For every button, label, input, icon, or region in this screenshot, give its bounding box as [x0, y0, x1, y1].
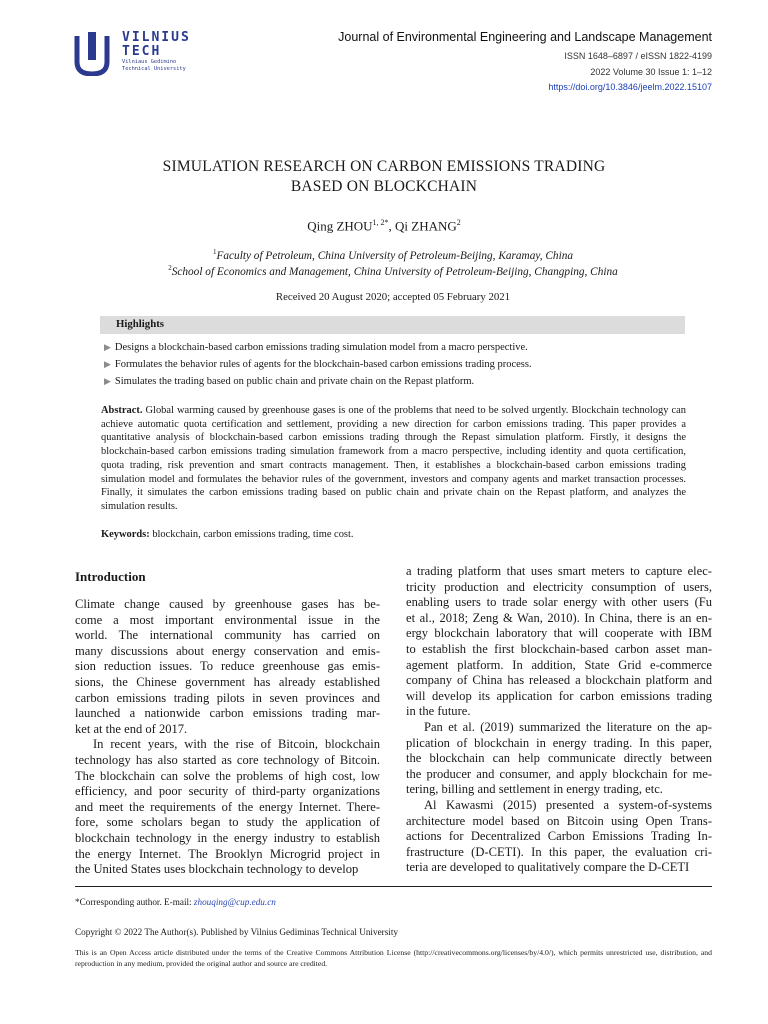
- volume-issue: 2022 Volume 30 Issue 1: 1–12: [590, 67, 712, 77]
- body-text-line: ergy blockchain laboratory that will cooperate with IBM: [406, 626, 712, 641]
- body-text-line: frastructure (D-CETI). In this paper, the evaluation cri-: [406, 844, 712, 859]
- logo-subtitle-line1: Vilniaus Gedimino: [122, 59, 177, 65]
- body-text-line: agement platform. In addition, State Grid e-commerce: [406, 657, 712, 672]
- body-text-line: enabling users to trade solar energy with other users (Fu: [406, 595, 712, 610]
- body-text-line: sions, the Chinese government has already established: [75, 674, 380, 689]
- corresponding-label: *Corresponding author. E-mail:: [75, 897, 194, 907]
- body-text-line: tricity production and electricity consumption of users,: [406, 579, 712, 594]
- vilnius-tech-logo-icon: [74, 32, 110, 76]
- body-text-line: Climate change caused by greenhouse gases has be-: [75, 597, 380, 611]
- affiliation-mark: 2: [168, 264, 172, 272]
- author-separator: ,: [388, 218, 396, 234]
- keywords-label: Keywords:: [101, 529, 150, 540]
- affiliation-2: [0, 264, 768, 278]
- body-text-line: to establish the first blockchain-based carbon asset man-: [406, 641, 712, 656]
- body-text-line: come a most important environmental issue in the: [75, 612, 380, 627]
- keywords-text: blockchain, carbon emissions trading, time cost.: [152, 529, 354, 540]
- triangle-bullet-icon: ▶: [104, 360, 111, 370]
- body-text-line: Pan et al. (2019) summarized the literature on the ap-: [424, 719, 712, 734]
- article-title-line1: SIMULATION RESEARCH ON CARBON EMISSIONS TRADING: [162, 158, 606, 175]
- logo-word-vilnius: VILNIUS: [122, 30, 191, 45]
- body-text-line: company of China has released a blockchain platform and: [406, 673, 712, 688]
- body-text-line: blockchain technology in the energy industry to establish: [75, 830, 380, 845]
- body-text-line: a trading platform that uses smart meters to capture elec-: [406, 564, 712, 578]
- highlight-text: Formulates the behavior rules of agents for the blockchain-based carbon emissions trading process.: [114, 359, 532, 370]
- body-text-line: launched a nationwide carbon emissions trading mar-: [75, 706, 380, 721]
- abstract-text: Global warming caused by greenhouse gases is one of the problems that need to be solved urgently. Blockchain technology can achieve automatic quota certification and settlement, providing a new direction for carbon emissions trading. This paper provides a quantitative analysis of blockchain-based carbon emissions trading through the Repast simulation platform. Firstly, it designs the blockchain-based carbon emissions trading simulation framework from a macro perspective, including identity and quota certification, quota trading, risk prevention and smart contracts management. Then, it establishes a blockchain-based carbon emissions trading simulation model and formulates the behavior rules of the government, investors and company agents and market transaction processes. Finally, it simulates the carbon emissions trading based on public chain and private chain on the Repast platform, and analyzes the simulation results.: [101, 405, 686, 512]
- abstract-label: Abstract.: [101, 405, 143, 416]
- corresponding-author-note: [75, 897, 276, 907]
- highlight-item: [104, 359, 532, 370]
- body-text-line: efficiency, and poor security of third-party organizations: [75, 784, 380, 799]
- body-text-line: architecture model based on Bitcoin using Open Trans-: [406, 813, 712, 828]
- body-text-line: sion reduction issues. To reduce greenhouse gas emis-: [75, 659, 380, 674]
- triangle-bullet-icon: ▶: [104, 343, 111, 353]
- footnote-divider: [75, 886, 712, 887]
- body-text-line: In recent years, with the rise of Bitcoin, blockchain: [93, 737, 380, 752]
- body-text-line: carbon emissions trading pilots in seven provinces and: [75, 690, 380, 705]
- body-text-line: technology has also started as core technology of Bitcoin.: [75, 752, 380, 767]
- affiliation-mark: 1: [212, 248, 217, 256]
- body-text-line: Al Kawasmi (2015) presented a system-of-systems: [424, 797, 712, 812]
- body-text-line: will develop its application for carbon emissions trading: [406, 688, 712, 703]
- body-text-line: in the future.: [406, 704, 471, 719]
- section-heading-introduction: Introduction: [75, 569, 146, 584]
- affiliation-1: [0, 248, 768, 262]
- article-title-line2: BASED ON BLOCKCHAIN: [290, 178, 478, 195]
- doi-link[interactable]: https://doi.org/10.3846/jeelm.2022.15107: [548, 82, 712, 92]
- body-text-line: tering, billing and settlement in energy trading, etc.: [406, 782, 663, 797]
- license-text: This is an Open Access article distributed under the terms of the Creative Commons Attribution License (http://creativecommons.org/licenses/by/4.0/), which permits unrestricted use, distribution, and reproduction in any medium, provided the original author and source are credited.: [75, 948, 712, 968]
- highlight-item: [104, 342, 528, 353]
- keywords: [101, 529, 353, 540]
- author-affiliation-mark: 2: [456, 218, 461, 227]
- highlight-text: Simulates the trading based on public chain and private chain on the Repast platform.: [114, 376, 475, 387]
- body-text-line: the United States uses blockchain technology to develop: [75, 862, 359, 877]
- body-text-line: ket at the end of 2017.: [75, 721, 188, 736]
- triangle-bullet-icon: ▶: [104, 377, 111, 387]
- authors: [0, 218, 768, 234]
- body-text-line: The blockchain can solve the problems of high cost, low: [75, 768, 380, 783]
- body-text-line: world. The international community has carried on: [75, 628, 380, 643]
- body-column-right: [406, 564, 712, 876]
- issn: ISSN 1648–6897 / eISSN 1822-4199: [564, 51, 712, 61]
- highlight-text: Designs a blockchain-based carbon emissions trading simulation model from a macro perspective.: [114, 342, 528, 353]
- logo-word-tech: TECH: [122, 44, 162, 59]
- highlight-item: [104, 376, 474, 387]
- affiliation-text: Faculty of Petroleum, China University of Petroleum-Beijing, Karamay, China: [216, 249, 574, 262]
- article-title: [0, 157, 768, 197]
- body-text-line: and meet the requirements of the energy Internet. There-: [75, 799, 380, 814]
- body-text-line: the producer and consumer, and apply blockchain for me-: [406, 766, 712, 781]
- body-text-line: the blockchain can help communicate directly between: [406, 751, 712, 766]
- body-text-line: actions for Decentralized Carbon Emissions Trading In-: [406, 829, 712, 844]
- highlights-title: Highlights: [116, 318, 165, 330]
- body-text-line: plication of blockchain in energy trading. In this paper,: [406, 735, 712, 750]
- received-dates: Received 20 August 2020; accepted 05 February 2021: [275, 291, 511, 303]
- body-column-left: [75, 597, 380, 878]
- body-text-line: teria are developed to qualitatively compare the D-CETI: [406, 860, 690, 875]
- author-name: Qing ZHOU: [307, 218, 373, 234]
- body-text-line: et al., 2018; Zeng & Wan, 2010). In China, there is an en-: [406, 610, 712, 625]
- journal-name: Journal of Environmental Engineering and Landscape Management: [338, 30, 712, 44]
- body-text-line: many discussions about energy conservation and emis-: [75, 643, 380, 658]
- highlights-bar: [100, 316, 685, 334]
- author-email-link[interactable]: zhouqing@cup.edu.cn: [193, 897, 276, 907]
- logo-subtitle-line2: Technical University: [122, 66, 186, 72]
- copyright: Copyright © 2022 The Author(s). Published by Vilnius Gediminas Technical University: [75, 927, 398, 937]
- body-text-line: the energy Internet. The Brooklyn Microgrid project in: [75, 846, 380, 861]
- body-text-line: fore, some scholars began to study the application of: [75, 815, 380, 830]
- author-affiliation-mark: 1, 2*: [372, 218, 389, 227]
- affiliation-text: School of Economics and Management, China University of Petroleum-Beijing, Changping, China: [171, 265, 618, 278]
- abstract: [101, 404, 686, 514]
- author-name: Qi ZHANG: [395, 218, 457, 234]
- logo-subtitle: [122, 59, 186, 73]
